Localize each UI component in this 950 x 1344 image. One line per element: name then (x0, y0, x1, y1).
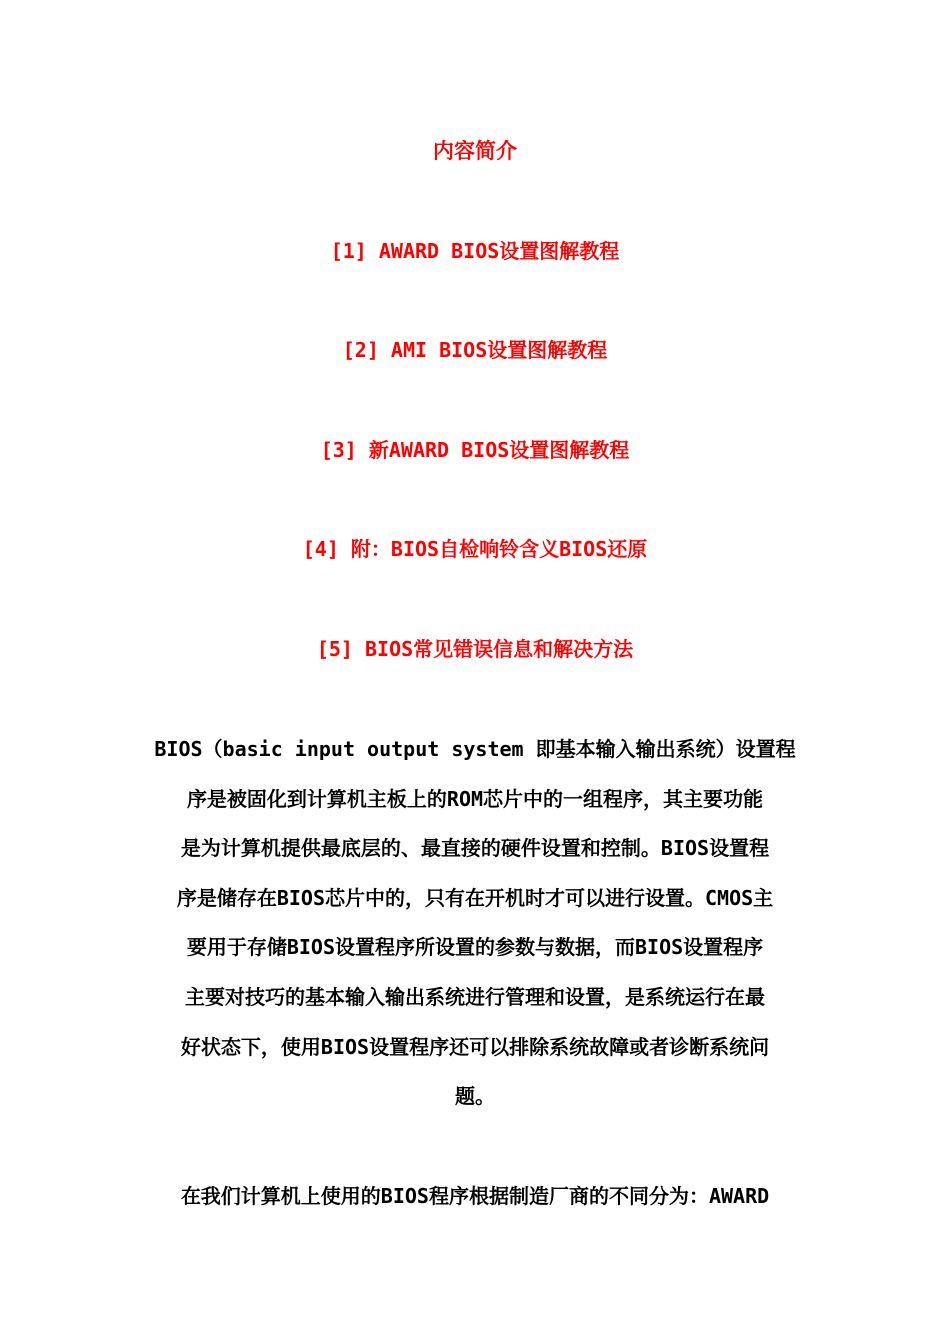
intro-line-1: BIOS（basic input output system 即基本输入输出系统）设置程 (154, 737, 796, 761)
intro-line-4: 序是储存在BIOS芯片中的，只有在开机时才可以进行设置。CMOS主 (176, 886, 774, 910)
toc-item-2: [2] AMI BIOS设置图解教程 (342, 338, 608, 362)
second-para-line-1: 在我们计算机上使用的BIOS程序根据制造厂商的不同分为：AWARD (180, 1184, 770, 1208)
toc-item-4: [4] 附：BIOS自检响铃含义BIOS还原 (302, 537, 648, 561)
intro-line-6: 主要对技巧的基本输入输出系统进行管理和设置，是系统运行在最 (185, 985, 765, 1009)
intro-line-2: 序是被固化到计算机主板上的ROM芯片中的一组程序，其主要功能 (186, 787, 764, 811)
intro-line-5: 要用于存储BIOS设置程序所设置的参数与数据，而BIOS设置程序 (186, 935, 764, 959)
document-title: 内容简介 (433, 139, 517, 163)
toc-item-1: [1] AWARD BIOS设置图解教程 (330, 239, 620, 263)
intro-line-7: 好状态下，使用BIOS设置程序还可以排除系统故障或者诊断系统问 (180, 1035, 770, 1059)
intro-line-3: 是为计算机提供最底层的、最直接的硬件设置和控制。BIOS设置程 (180, 836, 770, 860)
toc-item-5: [5] BIOS常见错误信息和解决方法 (316, 637, 634, 661)
toc-item-3: [3] 新AWARD BIOS设置图解教程 (320, 438, 630, 462)
intro-line-8: 题。 (455, 1084, 495, 1108)
